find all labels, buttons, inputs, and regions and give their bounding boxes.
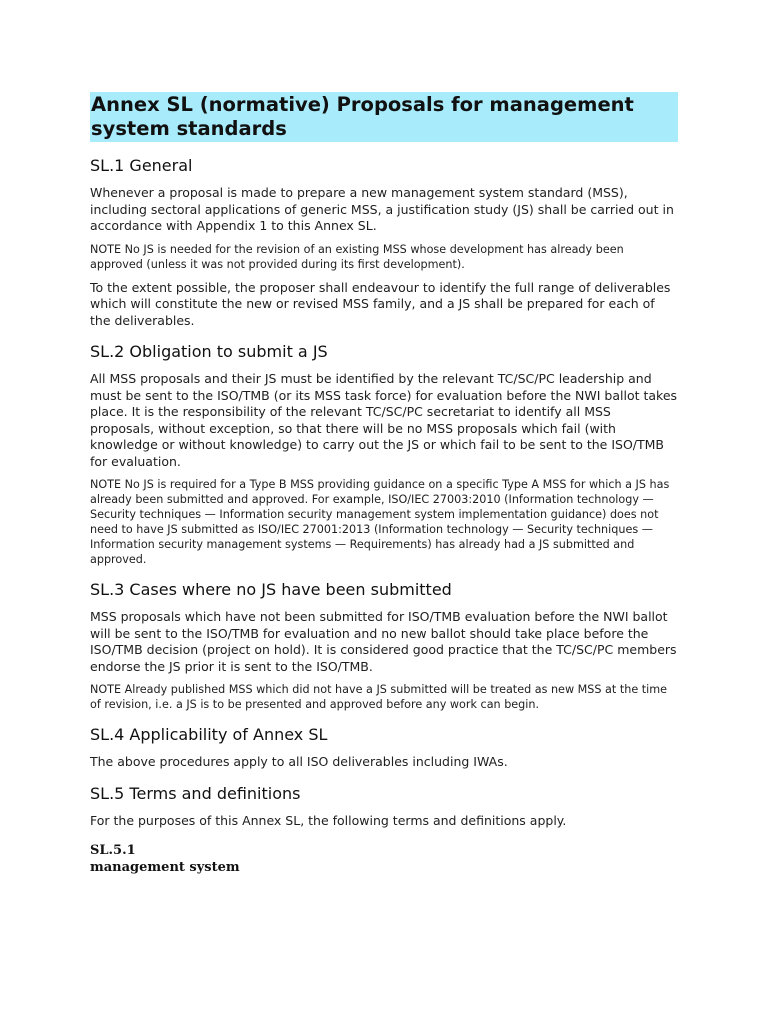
term-entry [90, 842, 678, 876]
term-name: management system [90, 860, 240, 875]
section-sl4 [90, 725, 678, 771]
note: NOTE Already published MSS which did not have a JS submitted will be treated as new MSS at the time of revision, i.e. a JS is to be presented and approved before any work can begin. [90, 683, 668, 711]
paragraph: The above procedures apply to all ISO deliverables including IWAs. [90, 754, 508, 769]
title-highlight [90, 92, 678, 142]
note: NOTE No JS is required for a Type B MSS providing guidance on a specific Type A MSS for which a JS has already been submitted and approved. For example, ISO/IEC 27003:2010 (Information technology — Security techniques — Information security management system implementation guidance) does not need to have JS submitted as ISO/IEC 27001:2013 (Information technology — Security techniques — Information security management systems — Requirements) has already had a JS submitted and approved. [90, 478, 670, 566]
document-page [90, 92, 678, 876]
note: NOTE No JS is needed for the revision of an existing MSS whose development has already been approved (unless it was not provided during its first development). [90, 242, 624, 271]
section-heading: SL.3 Cases where no JS have been submitted [90, 580, 452, 599]
section-heading: SL.2 Obligation to submit a JS [90, 342, 328, 361]
section-heading: SL.1 General [90, 156, 193, 175]
document-title: Annex SL (normative) Proposals for management system standards [91, 93, 634, 140]
section-sl1 [90, 156, 678, 329]
section-heading: SL.4 Applicability of Annex SL [90, 725, 328, 744]
section-sl2 [90, 342, 678, 567]
term-number: SL.5.1 [90, 843, 136, 858]
section-sl3 [90, 580, 678, 712]
paragraph: To the extent possible, the proposer shall endeavour to identify the full range of deliverables which will constitute the new or revised MSS family, and a JS shall be prepared for each of the deliverables. [90, 279, 671, 328]
section-sl5 [90, 784, 678, 830]
section-heading: SL.5 Terms and definitions [90, 783, 301, 803]
paragraph: For the purposes of this Annex SL, the following terms and definitions apply. [90, 812, 567, 828]
paragraph: Whenever a proposal is made to prepare a new management system standard (MSS), including sectoral applications of generic MSS, a justification study (JS) shall be carried out in accordance with Appendix 1 to this Annex SL. [90, 185, 674, 233]
paragraph: MSS proposals which have not been submitted for ISO/TMB evaluation before the NWI ballot will be sent to the ISO/TMB for evaluation and no new ballot should take place before the ISO/TMB decision (project on hold). It is considered good practice that the TC/SC/PC members endorse the JS prior it is sent to the ISO/TMB. [90, 609, 677, 674]
paragraph: All MSS proposals and their JS must be identified by the relevant TC/SC/PC leadership and must be sent to the ISO/TMB (or its MSS task force) for evaluation before the NWI ballot takes place. It is the responsibility of the relevant TC/SC/PC secretariat to identify all MSS proposals, without exception, so that there will be no MSS proposals which fail (with knowledge or without knowledge) to carry out the JS or which fail to be sent to the ISO/TMB for evaluation. [90, 371, 678, 469]
